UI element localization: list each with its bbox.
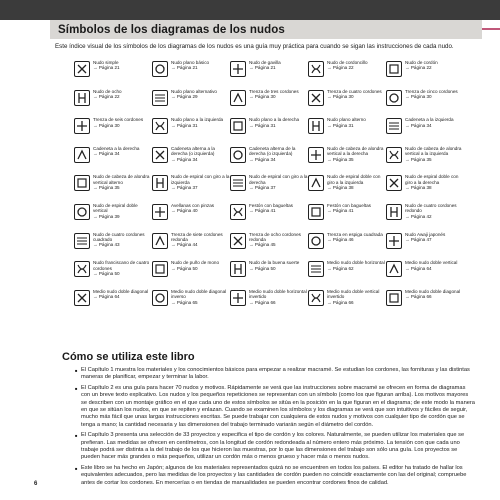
symbol-page-ref: → Página 22 [93, 94, 120, 99]
symbol-entry [386, 174, 464, 203]
symbol-label [327, 232, 383, 243]
spiral-right-icon [230, 175, 246, 191]
symbol-entry [152, 203, 230, 232]
how-to-item: ■ El Capítulo 1 muestra los materiales y los conocimientos básicos para empezar a realizar macramé. Se estudian los cordones, las fornituras y las distintas maneras de planificar, empezar y terminar la labor. [75, 367, 475, 382]
symbol-name: Nudo de la buena suerte [249, 260, 300, 266]
symbol-page-ref: → Página 22 [405, 65, 432, 71]
four-strand-braid-icon [308, 90, 324, 106]
symbol-label [405, 89, 458, 100]
feston-icon [230, 204, 246, 220]
symbol-label [93, 117, 143, 128]
symbol-entry [308, 89, 386, 118]
symbol-name: Nudo de espiral doble vertical [93, 202, 138, 214]
symbol-label [171, 260, 219, 271]
symbol-entry [386, 289, 464, 318]
symbol-name: Trenza de seis cordones [93, 117, 144, 123]
symbol-page-ref: → Página 21 [171, 65, 198, 71]
symbol-name: Medio nudo doble vertical [405, 260, 458, 266]
symbol-label [249, 232, 308, 248]
symbol-name: Medio nudo doble vertical invertido [327, 288, 380, 300]
symbol-label [405, 260, 457, 271]
symbol-page-ref: → Página 22 [327, 65, 354, 71]
symbol-name: Cadeneta a la derecha [93, 145, 140, 151]
symbol-label [327, 89, 382, 100]
symbol-entry [386, 146, 464, 175]
how-to-item: ■ El Capítulo 3 presenta una selección de 33 proyectos y especifica el tipo de cordón y los colores. Naturalmente, se pueden utilizar los materiales que se prefieran. Las medidas se ofrecen en centímetros, con la longitud de cordón redondeada al número entero más próximo. La tensión con que cada uno trabaje podrá ser distinta a la del trabajo de los que hicieron las muestras, por lo que las dimensiones del trabajo son sólo una guía. Los proyectos se pueden hacer más grandes o más pequeños, utilizar un cordón más o menos grueso y hacer más o menos nudos. [75, 432, 475, 462]
symbol-name: Trenza de cuatro cordones [327, 88, 382, 94]
symbol-page-ref: → Página 34 [93, 151, 120, 157]
symbol-label [171, 146, 230, 162]
page-number: 6 [34, 481, 38, 487]
symbol-page-ref: → Página 31 [249, 122, 276, 128]
symbol-label [249, 203, 293, 214]
symbol-entry [74, 203, 152, 232]
symbol-page-ref: → Página 30 [405, 94, 432, 99]
symbol-name: Nudo de gavilla [249, 60, 281, 65]
half-hitch-vertical-inv-icon [308, 290, 324, 306]
symbol-name: Trenza de tres cordones [249, 88, 299, 94]
symbol-name: Nudo de espiral doble con giro a la derecha [405, 174, 459, 185]
symbol-name: Nudo plano alterno [327, 117, 366, 123]
symbol-entry [308, 60, 386, 89]
symbol-entry [308, 203, 386, 232]
symbol-entry [74, 289, 152, 318]
symbol-name: Avellanas con pinzas [171, 202, 215, 208]
symbol-label [405, 203, 464, 219]
symbol-page-ref: → Página 64 [405, 265, 432, 271]
title-band [50, 20, 482, 39]
symbol-label [405, 146, 464, 162]
herringbone-icon [308, 233, 324, 249]
symbol-name: Festón con bagueltas [249, 202, 293, 208]
symbol-page-ref: → Página 42 [405, 213, 432, 219]
symbol-name: Medio nudo doble horizontal [327, 260, 385, 266]
symbol-entry [152, 89, 230, 118]
symbol-name: Nudo de cuatro cordones cuadrado [93, 231, 145, 242]
symbol-name: Nudo de ocho [93, 88, 122, 94]
symbol-label [327, 174, 386, 190]
symbol-entry [308, 146, 386, 175]
symbol-entry [74, 174, 152, 203]
symbol-entry [152, 289, 230, 318]
symbol-name: Nudo plano a la izquierda [171, 117, 224, 123]
symbol-page-ref: → Página 21 [93, 65, 120, 71]
symbol-page-ref: → Página 35 [93, 185, 120, 191]
alternating-square-icon [152, 90, 168, 106]
symbol-page-ref: → Página 66 [249, 299, 276, 305]
symbol-entry [230, 146, 308, 175]
half-hitch-horizontal-inv-icon [230, 290, 246, 306]
symbol-label [249, 60, 281, 71]
symbol-label [93, 146, 139, 157]
symbol-entry [230, 60, 308, 89]
symbol-label [171, 174, 230, 190]
symbol-name: Nudo de puño de mono [171, 260, 220, 266]
symbol-label [93, 289, 148, 300]
symbol-label [249, 117, 299, 128]
symbol-page-ref: → Página 47 [405, 236, 432, 242]
symbol-entry [386, 117, 464, 146]
symbol-name: Nudo de cordoncillo [327, 60, 368, 65]
symbol-label [405, 174, 464, 190]
lark-head-alt-icon [74, 175, 90, 191]
symbol-label [249, 146, 308, 162]
figure-eight-icon [74, 90, 90, 106]
symbol-page-ref: → Página 40 [171, 208, 198, 214]
symbol-label [405, 117, 454, 128]
symbol-page-ref: → Página 35 [405, 156, 432, 162]
symbol-entry [386, 203, 464, 232]
symbol-page-ref: → Página 45 [249, 242, 276, 248]
square-knot-icon [152, 61, 168, 77]
symbol-page-ref: → Página 34 [405, 122, 432, 128]
four-cord-square-icon [74, 233, 90, 249]
cord-knot-icon [308, 61, 324, 77]
symbol-page-ref: → Página 34 [171, 156, 198, 162]
symbol-page-ref: → Página 46 [327, 236, 354, 242]
right-square-icon [230, 118, 246, 134]
four-cord-round-icon [386, 204, 402, 220]
symbol-page-ref: → Página 66 [405, 294, 432, 300]
symbol-page-ref: → Página 30 [327, 94, 354, 99]
symbol-name: Nudo plano a la derecha [249, 117, 300, 123]
symbol-name: Medio nudo doble diagonal [93, 288, 149, 294]
left-square-icon [152, 118, 168, 134]
symbol-entry [74, 260, 152, 289]
symbol-label [327, 260, 385, 271]
top-bar [0, 0, 500, 20]
symbol-entry [74, 89, 152, 118]
symbol-page-ref: → Página 34 [249, 156, 276, 162]
symbol-entry [152, 146, 230, 175]
symbol-label [249, 174, 308, 190]
how-to-list [75, 367, 475, 490]
symbol-label [171, 232, 230, 248]
symbol-entry [230, 89, 308, 118]
symbol-name: Nudo plano básico [171, 60, 210, 65]
lark-head-left-icon [386, 147, 402, 163]
symbol-page-ref: → Página 21 [249, 65, 276, 71]
symbol-name: Nudo de espiral doble con giro a la izquierda [327, 174, 381, 185]
page-title: Símbolos de los diagramas de los nudos [58, 24, 285, 36]
symbol-name: Nudo Awaji japonés [405, 231, 446, 237]
symbol-label [93, 89, 122, 100]
symbol-page-ref: → Página 62 [327, 265, 354, 271]
half-hitch-diagonal-icon [74, 290, 90, 306]
symbol-label [93, 60, 120, 71]
symbol-entry [308, 232, 386, 261]
how-to-item: ■ Este libro se ha hecho en Japón; algunos de los materiales representados quizá no se encuentren en todos los países. El editor ha tratado de hallar los equivalentes adecuados, pero las medidas de los proyectos y las cantidades de cordón pueden no coincidir exactamente con las del original; compruebe antes de cortar los cordones. En mercerías o en tiendas de manualidades se pueden encontrar cordones finos de calidad. [75, 465, 475, 487]
symbol-entry [74, 60, 152, 89]
simple-knot-icon [74, 61, 90, 77]
symbol-entry [386, 60, 464, 89]
symbol-entry [152, 232, 230, 261]
intro-text: Este índice visual de los símbolos de los diagramas de los nudos es una guía muy práctica para cuando se sigan las instrucciones de cada nudo. [55, 43, 454, 50]
symbol-entry [386, 89, 464, 118]
symbol-name: Festón con bagueltas [327, 202, 371, 208]
symbol-entry [308, 260, 386, 289]
symbol-page-ref: → Página 29 [171, 94, 198, 99]
symbol-entry [230, 203, 308, 232]
symbol-name: Medio nudo doble horizontal invertido [249, 288, 307, 300]
five-strand-braid-icon [386, 90, 402, 106]
monkey-fist-icon [152, 261, 168, 277]
half-hitch-diagonal-inv-icon [152, 290, 168, 306]
symbol-entry [74, 232, 152, 261]
symbol-page-ref: → Página 50 [249, 265, 276, 271]
symbol-page-ref: → Página 44 [171, 242, 198, 248]
right-chain-icon [74, 147, 90, 163]
symbol-label [93, 174, 152, 190]
symbol-entry [308, 174, 386, 203]
symbol-entry [230, 174, 308, 203]
symbol-page-ref: → Página 50 [93, 270, 120, 276]
symbol-page-ref: → Página 39 [93, 213, 120, 219]
symbol-page-ref: → Página 41 [249, 208, 276, 214]
symbol-entry [230, 232, 308, 261]
symbol-page-ref: → Página 66 [327, 299, 354, 305]
double-spiral-right-icon [386, 175, 402, 191]
symbol-page-ref: → Página 41 [327, 208, 354, 214]
symbol-label [249, 260, 299, 271]
title-accent-line [482, 28, 500, 30]
symbol-label [171, 60, 209, 71]
symbol-label [327, 146, 386, 162]
symbol-name: Nudo de cabeza de alondra vertical a la izquierda [405, 145, 462, 157]
symbol-label [171, 289, 230, 305]
symbol-entry [230, 260, 308, 289]
symbol-page-ref: → Página 30 [249, 94, 276, 99]
symbol-entry [230, 117, 308, 146]
section-heading: Cómo se utiliza este libro [62, 351, 195, 363]
symbol-name: Nudo plano alternativo [171, 88, 217, 94]
symbol-label [249, 289, 308, 305]
symbol-page-ref: → Página 64 [93, 294, 120, 300]
symbol-label [249, 89, 299, 100]
symbol-name: Nudo de cuatro cordones redondo [405, 202, 457, 214]
symbol-label [405, 289, 460, 300]
symbol-label [93, 260, 152, 276]
six-strand-braid-icon [74, 118, 90, 134]
symbol-name: Nudo simple [93, 60, 119, 65]
symbol-name: Cadeneta alterna a la derecha (o izquierda) [171, 145, 215, 157]
symbol-label [405, 232, 445, 243]
symbol-page-ref: → Página 43 [93, 242, 120, 248]
symbol-entry [308, 117, 386, 146]
eight-strand-round-icon [230, 233, 246, 249]
symbol-entry [386, 260, 464, 289]
good-luck-knot-icon [230, 261, 246, 277]
symbol-name: Trenza en espiga cuadrada [327, 231, 383, 237]
symbol-page-ref: → Página 50 [171, 265, 198, 271]
symbol-label [171, 117, 223, 128]
alternate-square-icon [308, 118, 324, 134]
alternate-chain-icon [152, 147, 168, 163]
symbol-name: Nudo de espiral con giro a la derecha [249, 174, 308, 185]
symbol-page-ref: → Página 38 [405, 185, 432, 191]
symbol-name: Cadeneta alterna de la derecha (o izquierda) [249, 145, 296, 157]
symbol-label [327, 203, 371, 214]
symbol-grid [74, 60, 464, 350]
symbol-entry [74, 146, 152, 175]
gathering-knot-icon [230, 61, 246, 77]
symbol-entry [74, 117, 152, 146]
symbol-name: Nudo de espiral con giro a la izquierda [171, 174, 230, 185]
half-hitch-horizontal-icon [308, 261, 324, 277]
symbol-label [327, 289, 386, 305]
three-strand-braid-icon [230, 90, 246, 106]
franciscan-knot-icon [74, 261, 90, 277]
symbol-name: Trenza de cinco cordones [405, 88, 458, 94]
symbol-entry [152, 117, 230, 146]
symbol-page-ref: → Página 30 [93, 122, 120, 128]
symbol-label [327, 117, 366, 128]
symbol-name: Cadeneta a la izquierda [405, 117, 454, 123]
feston-2-icon [308, 204, 324, 220]
half-hitch-vertical-icon [386, 261, 402, 277]
symbol-label [327, 60, 368, 71]
symbol-name: Medio nudo doble diagonal [405, 288, 461, 294]
symbol-page-ref: → Página 37 [171, 185, 198, 191]
double-spiral-left-icon [308, 175, 324, 191]
lark-head-right-icon [308, 147, 324, 163]
symbol-entry [308, 289, 386, 318]
symbol-name: Medio nudo doble diagonal inverso [171, 288, 227, 300]
symbol-label [93, 203, 152, 219]
symbol-name: Nudo de cabeza de alondra vertical a la derecha [327, 145, 384, 157]
symbol-entry [152, 174, 230, 203]
spiral-left-icon [152, 175, 168, 191]
symbol-name: Nudo de cordón [405, 60, 438, 65]
symbol-page-ref: → Página 35 [327, 156, 354, 162]
symbol-page-ref: → Página 38 [327, 185, 354, 191]
symbol-name: Nudo franciscano de cuatro cordones [93, 260, 150, 271]
seven-strand-round-icon [152, 233, 168, 249]
symbol-entry [152, 260, 230, 289]
symbol-label [171, 203, 214, 214]
symbol-entry [386, 232, 464, 261]
symbol-entry [230, 289, 308, 318]
symbol-name: Nudo de cabeza de alondra vertical alterno [93, 174, 150, 185]
symbol-page-ref: → Página 65 [171, 299, 198, 305]
symbol-label [93, 232, 152, 248]
symbol-name: Trenza de siete cordones redonda [171, 231, 223, 242]
awaji-knot-icon [386, 233, 402, 249]
how-to-item: ■ El Capítulo 2 es una guía para hacer 70 nudos y motivos. Rápidamente se verá que las instrucciones sobre macramé se ofrecen en forma de diagramas con un breve texto explicativo. Los nudos y los pequeños repeticiones se representan con un símbolo (como los que figuran arriba). Los motivos mayores se describen con un montaje gráfico en el que cada uno de estos símbolos se sitúa en la posición en la que figuran en el diagrama; de este modo la manera en que se sitúan los nudos, en que se repiten y enlazan. Cuando se examinen los símbolos y los diagramas se verá que son intuitivos y fáciles de seguir, mucho más fácil que unas largas instrucciones escritas. Se puede trabajar con cualquiera de estos nudos y motivos con cualquier tipo de cordón que se tenga a mano; la cantidad necesaria y las dimensiones del trabajo terminado variarán según el diámetro del cordón. [75, 385, 475, 429]
cord-loop-icon [386, 61, 402, 77]
left-chain-icon [386, 118, 402, 134]
hazelnut-icon [152, 204, 168, 220]
symbol-label [405, 60, 438, 71]
symbol-page-ref: → Página 31 [171, 122, 198, 128]
double-spiral-vertical-icon [74, 204, 90, 220]
symbol-entry [152, 60, 230, 89]
symbol-label [171, 89, 217, 100]
alternate-chain-2-icon [230, 147, 246, 163]
symbol-page-ref: → Página 37 [249, 185, 276, 191]
symbol-page-ref: → Página 31 [327, 122, 354, 128]
half-hitch-diagonal-2-icon [386, 290, 402, 306]
symbol-name: Trenza de ocho cordones redonda [249, 231, 301, 242]
